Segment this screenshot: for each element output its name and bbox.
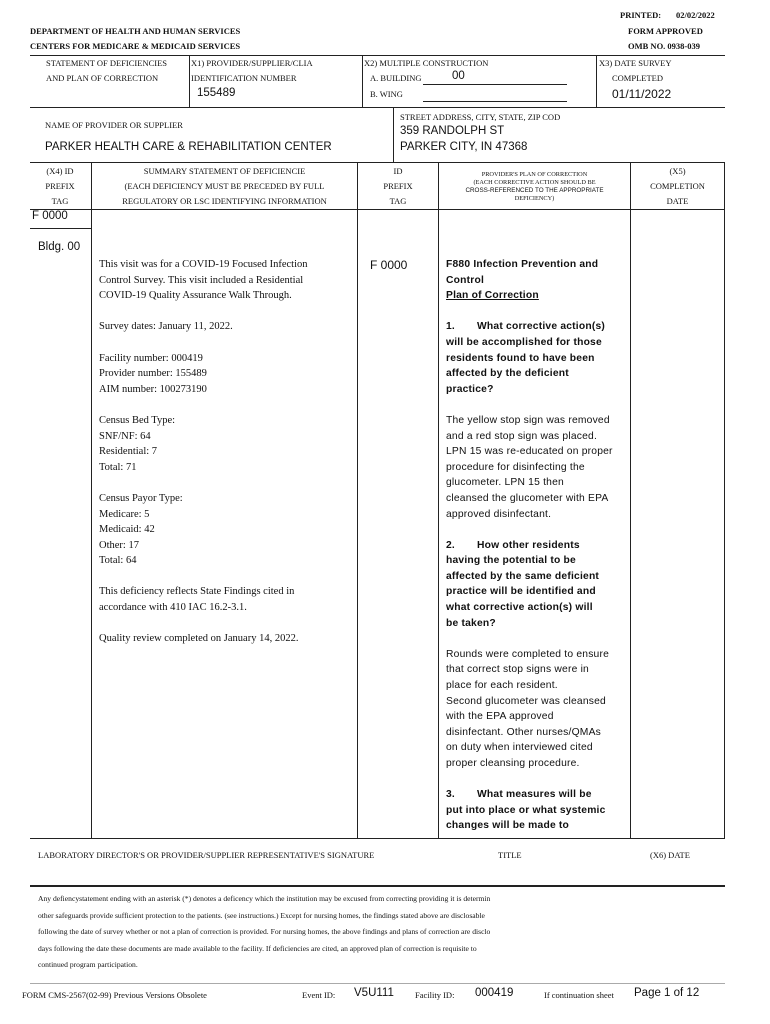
answer-text: place for each resident. xyxy=(446,680,558,692)
answer-text: with the EPA approved xyxy=(446,711,554,723)
event-id-label: Event ID: xyxy=(302,990,336,1000)
address-street: 359 RANDOLPH ST xyxy=(400,125,505,137)
id-header-2: PREFIX xyxy=(383,181,413,191)
rule-signature-bottom xyxy=(30,885,725,887)
summary-line: This deficiency reflects State Findings cited in xyxy=(99,586,295,598)
x5-header-1: (X5) xyxy=(669,166,686,176)
signature-label: LABORATORY DIRECTOR'S OR PROVIDER/SUPPLIER REPRESENTATIVE'S SIGNATURE xyxy=(38,850,375,860)
poc-header-4: DEFICIENCY) xyxy=(514,195,555,202)
payor-total: Total: 64 xyxy=(99,555,137,567)
notice-line: days following the date these documents are made available to the facility. If deficiencies are cited, an approved plan of correction is requisite to xyxy=(38,943,477,953)
divider-x3 xyxy=(596,55,597,107)
building-underline xyxy=(423,84,567,85)
x3-label-2: COMPLETED xyxy=(612,73,663,83)
answer-text: proper cleansing procedure. xyxy=(446,758,580,769)
payor-medicaid: Medicaid: 42 xyxy=(99,524,155,536)
question-text: affected by the deficient xyxy=(446,368,569,380)
poc-title: F880 Infection Prevention and xyxy=(446,259,599,270)
rule-provider-bottom xyxy=(30,162,725,163)
printed-label: PRINTED: xyxy=(620,10,662,20)
answer-text: Rounds were completed to ensure xyxy=(446,648,610,660)
poc-title: Control xyxy=(446,274,485,286)
id-header-1: ID xyxy=(393,166,403,176)
col-divider-4 xyxy=(630,162,631,838)
summary-line: COVID-19 Quality Assurance Walk Through. xyxy=(99,290,292,302)
left-tag: F 0000 xyxy=(32,210,68,222)
question-number: 3. xyxy=(446,789,455,801)
question-text: be taken? xyxy=(446,617,496,629)
col-divider-1 xyxy=(91,162,92,838)
building-value: 00 xyxy=(452,70,465,82)
x1-label-2: IDENTIFICATION NUMBER xyxy=(191,73,297,83)
department-title: DEPARTMENT OF HEALTH AND HUMAN SERVICES xyxy=(30,26,241,36)
statement-label-2: AND PLAN OF CORRECTION xyxy=(46,73,159,83)
summary-line: Control Survey. This visit included a Residential xyxy=(99,274,304,286)
answer-text: and a red stop sign was placed. xyxy=(446,430,598,442)
census-bed-type: Census Bed Type: xyxy=(99,414,176,426)
form-approved: FORM APPROVED xyxy=(628,26,703,36)
question-text: practice will be identified and xyxy=(446,586,596,598)
poc-subtitle: Plan of Correction xyxy=(446,290,539,302)
aim-number: AIM number: 100273190 xyxy=(99,383,207,395)
rule-header-bottom xyxy=(30,209,725,210)
question-text: changes will be made to xyxy=(446,820,570,832)
payor-medicare: Medicare: 5 xyxy=(99,508,150,520)
summary-header-2: (EACH DEFICIENCY MUST BE PRECEDED BY FULL xyxy=(124,181,325,191)
question-text: residents found to have been xyxy=(446,352,595,364)
x3-label: X3) DATE SURVEY xyxy=(599,58,672,68)
notice-line: Any defiencystatement ending with an asterisk (*) denotes a deficency which the institution may be excused from correcting providing it is determin xyxy=(38,894,491,903)
question-number: 2. xyxy=(446,539,455,551)
summary-line: accordance with 410 IAC 16.2-3.1. xyxy=(99,602,247,614)
wing-underline xyxy=(423,101,567,102)
col-divider-3 xyxy=(438,162,439,838)
notice-line: continued program participation. xyxy=(38,960,138,969)
statement-label-1: STATEMENT OF DEFICIENCIES xyxy=(46,58,168,68)
answer-text: that correct stop signs were in xyxy=(446,664,589,676)
summary-header-1: SUMMARY STATEMENT OF DEFICIENCIE xyxy=(143,166,306,176)
answer-text: on duty when interviewed cited xyxy=(446,742,593,754)
x5-header-3: DATE xyxy=(666,196,689,206)
survey-dates: Survey dates: January 11, 2022. xyxy=(99,321,233,333)
x5-header-2: COMPLETION xyxy=(650,181,705,191)
facility-number: Facility number: 000419 xyxy=(99,352,203,364)
divider-x1 xyxy=(189,55,190,107)
printed-date: 02/02/2022 xyxy=(676,10,715,20)
signature-date: (X6) DATE xyxy=(650,850,690,860)
plan-of-correction xyxy=(446,257,628,834)
x4-header-3: TAG xyxy=(51,196,69,206)
question-1 xyxy=(446,319,628,335)
signature-title: TITLE xyxy=(498,850,522,860)
provider-name: PARKER HEALTH CARE & REHABILITATION CENTER xyxy=(45,141,332,153)
divider-address xyxy=(393,107,394,162)
rule-body-bottom xyxy=(30,838,725,839)
building-label: A. BUILDING xyxy=(370,73,422,83)
answer-text: procedure for disinfecting the xyxy=(446,461,585,473)
census-residential: Residential: 7 xyxy=(99,446,158,458)
notice-line: following the date of survey whether or not a plan of correction is provided. For nursing homes, the above findings and plans of correction are disclo xyxy=(38,927,491,936)
col-divider-5 xyxy=(724,162,725,838)
x2-label: X2) MULTIPLE CONSTRUCTION xyxy=(364,58,489,68)
question-text: having the potential to be xyxy=(446,555,576,567)
census-snf: SNF/NF: 64 xyxy=(99,430,151,442)
summary-provider-number: Provider number: 155489 xyxy=(99,368,207,380)
census-total: Total: 71 xyxy=(99,461,137,473)
rule-id-bottom xyxy=(30,107,725,108)
summary-statement xyxy=(99,257,354,647)
answer-text: LPN 15 was re-educated on proper xyxy=(446,446,613,458)
question-2 xyxy=(446,538,628,554)
page-number: Page 1 of 12 xyxy=(634,987,700,999)
provider-name-label: NAME OF PROVIDER OR SUPPLIER xyxy=(45,120,183,130)
poc-header-3: CROSS-REFERENCED TO THE APPROPRIATE xyxy=(465,187,604,194)
address-label: STREET ADDRESS, CITY, STATE, ZIP COD xyxy=(400,112,561,122)
right-tag: F 0000 xyxy=(370,258,408,272)
x4-header-1: (X4) ID xyxy=(46,166,74,176)
question-number: 1. xyxy=(446,321,455,333)
wing-label: B. WING xyxy=(370,89,403,99)
summary-header-3: REGULATORY OR LSC IDENTIFYING INFORMATION xyxy=(122,196,327,206)
answer-text: The yellow stop sign was removed xyxy=(446,414,610,426)
answer-text: disinfectant. Other nurses/QMAs xyxy=(446,726,601,738)
omb-number: OMB NO. 0938-039 xyxy=(628,41,701,51)
legal-notice xyxy=(38,891,728,974)
col-divider-2 xyxy=(357,162,358,838)
divider-x2 xyxy=(362,55,363,107)
question-text: will be accomplished for those xyxy=(446,336,602,348)
poc-header-1: PROVIDER'S PLAN OF CORRECTION xyxy=(481,171,588,178)
answer-text: cleansed the glucometer with EPA xyxy=(446,492,609,504)
event-id: V5U111 xyxy=(354,987,394,999)
rule-footer xyxy=(30,983,725,984)
x4-header-2: PREFIX xyxy=(45,181,75,191)
address-city: PARKER CITY, IN 47368 xyxy=(400,141,528,153)
question-3 xyxy=(446,787,628,803)
x1-label-1: X1) PROVIDER/SUPPLIER/CLIA xyxy=(191,58,313,68)
id-header-3: TAG xyxy=(389,196,407,206)
rule-top xyxy=(30,55,725,56)
continuation-label: If continuation sheet xyxy=(544,990,614,1000)
provider-number: 155489 xyxy=(197,87,236,99)
quality-review: Quality review completed on January 14, 2022. xyxy=(99,633,299,645)
facility-id: 000419 xyxy=(475,987,514,999)
form-number: FORM CMS-2567(02-99) Previous Versions Obsolete xyxy=(22,990,207,1000)
answer-text: approved disinfectant. xyxy=(446,508,552,520)
left-tag-underline xyxy=(30,228,91,229)
question-text: what corrective action(s) will xyxy=(446,602,593,614)
poc-header-2: (EACH CORRECTIVE ACTION SHOULD BE xyxy=(473,179,596,186)
question-text: What corrective action(s) xyxy=(477,321,606,333)
question-text: affected by the same deficient xyxy=(446,570,600,582)
building-number: Bldg. 00 xyxy=(38,241,81,253)
question-text: How other residents xyxy=(477,539,580,551)
payor-other: Other: 17 xyxy=(99,539,139,551)
notice-line: other safeguards provide sufficient protection to the patients. (see instructions.) Except for nursing homes, the findings stated above are disclosable xyxy=(38,910,485,920)
centers-title: CENTERS FOR MEDICARE & MEDICAID SERVICES xyxy=(30,41,241,51)
survey-completed-date: 01/11/2022 xyxy=(612,87,672,101)
summary-line: This visit was for a COVID-19 Focused Infection xyxy=(99,259,308,270)
census-payor-type: Census Payor Type: xyxy=(99,492,183,504)
question-text: practice? xyxy=(446,383,494,395)
question-text: put into place or what systemic xyxy=(446,804,606,816)
answer-text: glucometer. LPN 15 then xyxy=(446,477,564,489)
facility-id-label: Facility ID: xyxy=(415,990,455,1000)
answer-text: Second glucometer was cleansed xyxy=(446,695,606,707)
question-text: What measures will be xyxy=(477,789,592,801)
